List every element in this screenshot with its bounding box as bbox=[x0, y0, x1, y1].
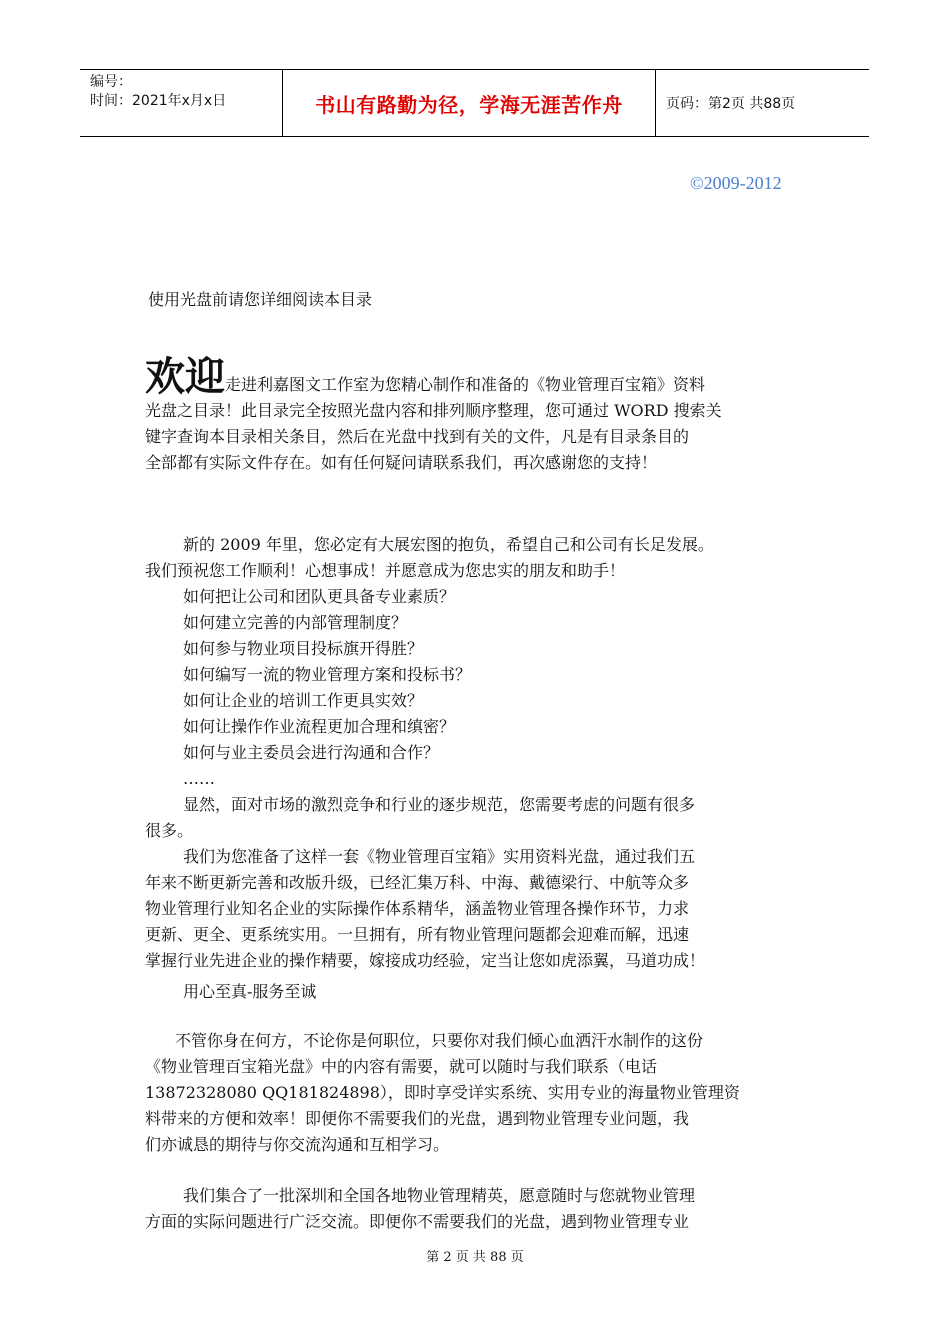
welcome-line: 全部都有实际文件存在。如有任何疑问请联系我们，再次感谢您的支持！ bbox=[145, 453, 658, 472]
page-footer: 第 2 页 共 88 页 bbox=[426, 1250, 524, 1265]
paragraph-line: 方面的实际问题进行广泛交流。即便你不需要我们的光盘，遇到物业管理专业 bbox=[145, 1212, 690, 1231]
paragraph-line: 年来不断更新完善和改版升级，已经汇集万科、中海、戴德梁行、中航等众多 bbox=[145, 873, 690, 892]
welcome-line: 走进利嘉图文工作室为您精心制作和准备的《物业管理百宝箱》资料 bbox=[225, 375, 706, 394]
question-item: 如何把让公司和团队更具备专业素质？ bbox=[183, 587, 456, 606]
number-label: 编号： bbox=[90, 74, 132, 90]
contact-paragraph bbox=[145, 1028, 807, 1158]
time-label: 时间：2021年x月x日 bbox=[90, 93, 227, 109]
header-motto: 书山有路勤为径，学海无涯苦作舟 bbox=[283, 70, 656, 136]
welcome-line: 键字查询本目录相关条目，然后在光盘中找到有关的文件，凡是有目录条目的 bbox=[145, 427, 690, 446]
paragraph-line: 掌握行业先进企业的操作精要，嫁接成功经验，定当让您如虎添翼，马道功成！ bbox=[145, 951, 706, 970]
slogan-paragraph bbox=[145, 979, 807, 1005]
paragraph-line: 《物业管理百宝箱光盘》中的内容有需要，就可以随时与我们联系（电话 bbox=[145, 1057, 658, 1076]
paragraph-line: 料带来的方便和效率！即便你不需要我们的光盘，遇到物业管理专业问题，我 bbox=[145, 1109, 690, 1128]
paragraph-line: 13872328080 QQ181824898），即时享受详实系统、实用专业的海量物业管理资 bbox=[145, 1083, 740, 1102]
paragraph-line: 我们为您准备了这样一套《物业管理百宝箱》实用资料光盘，通过我们五 bbox=[183, 847, 696, 866]
welcome-line: 光盘之目录！此目录完全按照光盘内容和排列顺序整理，您可通过 WORD 搜索关 bbox=[145, 401, 722, 420]
paragraph-line: 不管你身在何方，不论你是何职位，只要你对我们倾心血洒汗水制作的这份 bbox=[175, 1031, 704, 1050]
question-item: 如何让企业的培训工作更具实效？ bbox=[183, 691, 424, 710]
welcome-big-text: 欢迎 bbox=[145, 354, 225, 400]
question-item: 如何让操作作业流程更加合理和缜密？ bbox=[183, 717, 456, 736]
intro-title: 使用光盘前请您详细阅读本目录 bbox=[148, 290, 373, 309]
welcome-paragraph bbox=[145, 354, 807, 476]
document-header bbox=[80, 69, 869, 137]
paragraph-line: 物业管理行业知名企业的实际操作体系精华，涵盖物业管理各操作环节，力求 bbox=[145, 899, 690, 918]
paragraph-line: 很多。 bbox=[145, 821, 194, 840]
paragraph-line: 我们集合了一批深圳和全国各地物业管理精英，愿意随时与您就物业管理 bbox=[183, 1186, 696, 1205]
header-page-info: 页码：第2页 共88页 bbox=[666, 96, 796, 112]
paragraph-line: 显然，面对市场的激烈竞争和行业的逐步规范，您需要考虑的问题有很多 bbox=[183, 795, 696, 814]
gathered-paragraph bbox=[145, 1183, 807, 1235]
header-meta bbox=[80, 70, 283, 136]
paragraph-line: 新的 2009 年里，您必定有大展宏图的抱负，希望自己和公司有长足发展。 bbox=[183, 535, 714, 554]
ellipsis: …… bbox=[183, 769, 215, 788]
paragraph-line: 我们预祝您工作顺利！心想事成！并愿意成为您忠实的朋友和助手！ bbox=[145, 561, 626, 580]
question-item: 如何建立完善的内部管理制度？ bbox=[183, 613, 408, 632]
slogan: 用心至真-服务至诚 bbox=[183, 982, 317, 1001]
question-item: 如何编写一流的物业管理方案和投标书？ bbox=[183, 665, 472, 684]
new-year-paragraph bbox=[145, 532, 807, 974]
question-item: 如何参与物业项目投标旗开得胜？ bbox=[183, 639, 424, 658]
copyright-text: ©2009-2012 bbox=[690, 173, 782, 193]
question-item: 如何与业主委员会进行沟通和合作？ bbox=[183, 743, 440, 762]
paragraph-line: 更新、更全、更系统实用。一旦拥有，所有物业管理问题都会迎难而解，迅速 bbox=[145, 925, 690, 944]
paragraph-line: 们亦诚恳的期待与你交流沟通和互相学习。 bbox=[145, 1135, 450, 1154]
